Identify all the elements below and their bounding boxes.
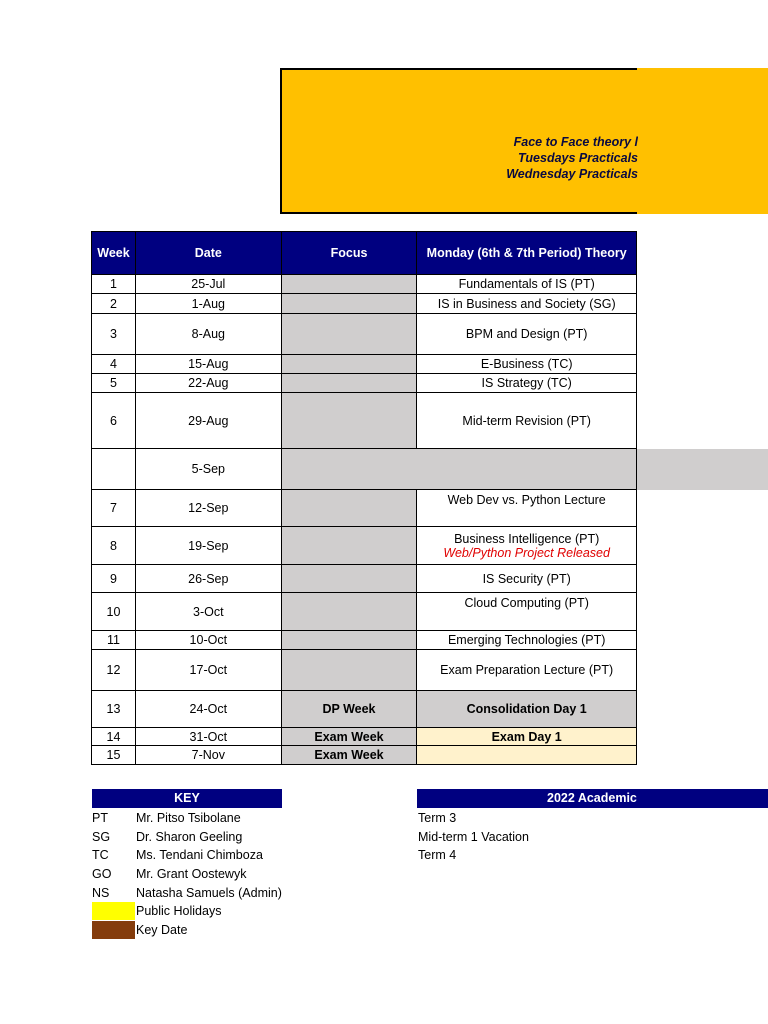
table-row (92, 393, 637, 449)
table-row (92, 631, 637, 650)
date-cell: 3-Oct (135, 593, 281, 631)
academic-item: Term 4 (418, 848, 457, 863)
public-holiday-swatch (92, 902, 135, 920)
key-name: Mr. Grant Oostewyk (136, 867, 247, 882)
week-header: Week (92, 232, 136, 275)
focus-cell (281, 275, 417, 294)
date-cell: 15-Aug (135, 355, 281, 374)
monday-cell: Cloud Computing (PT) (417, 593, 637, 631)
key-swatch-label: Public Holidays (136, 904, 222, 919)
table-row (92, 527, 637, 565)
focus-cell (281, 314, 417, 355)
focus-header: Focus (281, 232, 417, 275)
date-cell: 5-Sep (135, 449, 281, 490)
date-cell: 22-Aug (135, 374, 281, 393)
date-cell: 12-Sep (135, 490, 281, 527)
monday-cell: BPM and Design (PT) (417, 314, 637, 355)
academic-header (417, 789, 768, 808)
week-cell: 13 (92, 691, 136, 728)
week-cell: 7 (92, 490, 136, 527)
monday-cell (417, 746, 637, 765)
monday-cell: Exam Preparation Lecture (PT) (417, 650, 637, 691)
date-cell: 29-Aug (135, 393, 281, 449)
table-row (92, 650, 637, 691)
monday-header: Monday (6th & 7th Period) Theory (417, 232, 637, 275)
key-code: PT (92, 811, 108, 825)
week-cell (92, 449, 136, 490)
focus-cell (281, 393, 417, 449)
date-cell: 10-Oct (135, 631, 281, 650)
vacation-cell (281, 449, 636, 490)
monday-cell: Consolidation Day 1 (417, 691, 637, 728)
week-cell: 9 (92, 565, 136, 593)
banner-line: Face to Face theory l (513, 135, 638, 149)
focus-cell (281, 527, 417, 565)
week-cell: 6 (92, 393, 136, 449)
info-banner-extension (637, 68, 768, 214)
week-cell: 10 (92, 593, 136, 631)
date-cell: 1-Aug (135, 294, 281, 314)
project-note: Web/Python Project Released (443, 545, 610, 560)
monday-cell: Web Dev vs. Python Lecture (417, 490, 637, 527)
key-name: Mr. Pitso Tsibolane (136, 811, 241, 825)
schedule-container (91, 231, 637, 776)
table-row (92, 275, 637, 294)
key-name: Ms. Tendani Chimboza (136, 848, 263, 863)
academic-list (418, 809, 529, 865)
academic-item: Mid-term 1 Vacation (418, 829, 529, 844)
monday-cell: E-Business (TC) (417, 355, 637, 374)
focus-cell (281, 294, 417, 314)
focus-cell: Exam Week (281, 746, 417, 765)
key-code: SG (92, 829, 111, 844)
week-cell: 2 (92, 294, 136, 314)
week-cell: 15 (92, 746, 136, 765)
key-name: Dr. Sharon Geeling (136, 829, 243, 844)
week-cell: 12 (92, 650, 136, 691)
week-cell: 1 (92, 275, 136, 294)
focus-cell: DP Week (281, 691, 417, 728)
table-row (92, 490, 637, 527)
table-row (92, 294, 637, 314)
academic-title: 2022 Academic (547, 791, 637, 805)
focus-cell: Exam Week (281, 728, 417, 746)
date-cell: 17-Oct (135, 650, 281, 691)
focus-cell (281, 374, 417, 393)
week-cell: 8 (92, 527, 136, 565)
focus-cell (281, 631, 417, 650)
week-cell: 14 (92, 728, 136, 746)
key-code: NS (92, 885, 110, 900)
monday-cell: IS Security (PT) (417, 565, 637, 593)
date-cell: 7-Nov (135, 746, 281, 765)
monday-cell: Exam Day 1 (417, 728, 637, 746)
week-cell: 4 (92, 355, 136, 374)
focus-cell (281, 565, 417, 593)
schedule-table (91, 231, 637, 765)
table-row (92, 746, 637, 765)
table-row (92, 593, 637, 631)
banner-line: Tuesdays Practicals (518, 151, 638, 165)
date-cell: 26-Sep (135, 565, 281, 593)
academic-item: Term 3 (418, 811, 457, 825)
week-cell: 3 (92, 314, 136, 355)
table-row (92, 728, 637, 746)
monday-topic: Business Intelligence (PT) (454, 531, 600, 546)
table-header-row (92, 232, 637, 275)
week-cell: 5 (92, 374, 136, 393)
date-cell: 31-Oct (135, 728, 281, 746)
date-cell: 24-Oct (135, 691, 281, 728)
focus-cell (281, 650, 417, 691)
table-row (92, 565, 637, 593)
key-name: Natasha Samuels (Admin) (136, 885, 282, 900)
table-row (92, 691, 637, 728)
focus-cell (281, 490, 417, 527)
monday-cell (417, 527, 637, 565)
table-row (92, 374, 637, 393)
focus-cell (281, 593, 417, 631)
monday-cell: IS Strategy (TC) (417, 374, 637, 393)
monday-cell: Emerging Technologies (PT) (417, 631, 637, 650)
table-row (92, 314, 637, 355)
table-row-vacation (92, 449, 637, 490)
monday-cell: Mid-term Revision (PT) (417, 393, 637, 449)
vacation-strip (637, 449, 768, 490)
date-cell: 19-Sep (135, 527, 281, 565)
key-swatch-label: Key Date (136, 923, 188, 938)
banner-text (280, 134, 638, 184)
monday-cell: Fundamentals of IS (PT) (417, 275, 637, 294)
key-code: TC (92, 848, 109, 863)
focus-cell (281, 355, 417, 374)
date-header: Date (135, 232, 281, 275)
date-cell: 25-Jul (135, 275, 281, 294)
key-date-swatch (92, 921, 135, 939)
key-header: KEY (92, 789, 282, 808)
monday-cell: IS in Business and Society (SG) (417, 294, 637, 314)
table-row (92, 355, 637, 374)
key-code: GO (92, 867, 112, 882)
date-cell: 8-Aug (135, 314, 281, 355)
banner-line: Wednesday Practicals (506, 167, 638, 181)
week-cell: 11 (92, 631, 136, 650)
